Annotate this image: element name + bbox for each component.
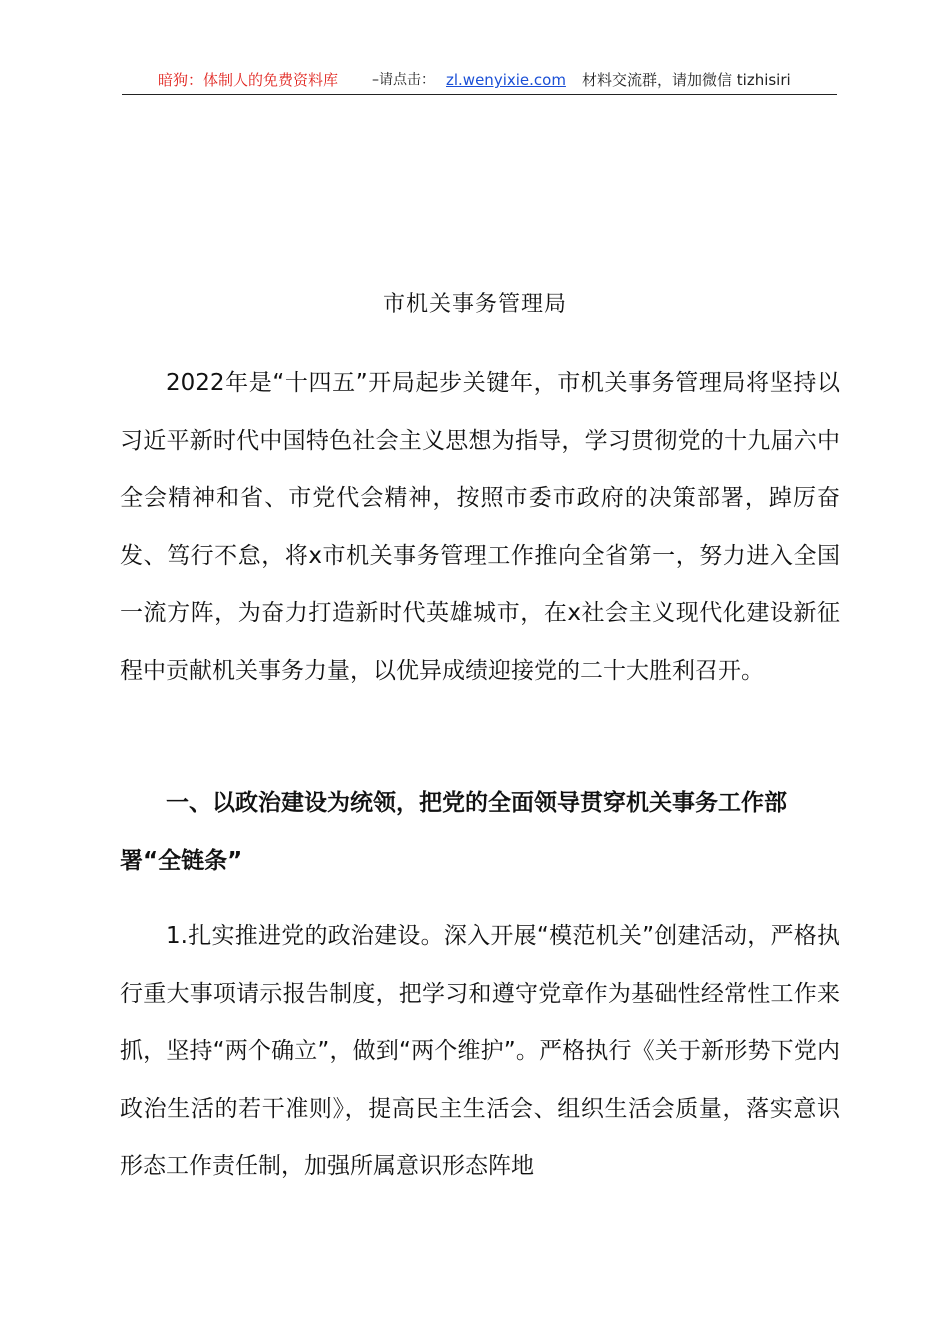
header-group-note: 材料交流群，请加微信 tizhisiri [582, 71, 791, 89]
page-header [122, 66, 837, 95]
document-title: 市机关事务管理局 [382, 292, 567, 317]
section-1-item-1: 1.扎实推进党的政治建设。深入开展“模范机关”创建活动，严格执行重大事项请示报告制度，把学习和遵守党章作为基础性经常性工作来抓，坚持“两个确立”，做到“两个维护”。严格执行《关于新形势下党内政治生活的若干准则》，提高民主生活会、组织生活会质量，落实意识形态工作责任制，加强所属意识形态阵地 [120, 923, 840, 1179]
section-heading-1: 一、以政治建设为统领，把党的全面领导贯穿机关事务工作部署“全链条” [120, 790, 787, 874]
header-brand: 暗狗：体制人的免费资料库 [158, 71, 339, 89]
header-link[interactable]: zl.wenyixie.com [446, 71, 566, 89]
header-prompt: –请点击： [372, 72, 435, 88]
intro-paragraph: 2022年是“十四五”开局起步关键年，市机关事务管理局将坚持以习近平新时代中国特色社会主义思想为指导，学习贯彻党的十九届六中全会精神和省、市党代会精神，按照市委市政府的决策部署，踔厉奋发、笃行不怠，将x市机关事务管理工作推向全省第一，努力进入全国一流方阵，为奋力打造新时代英雄城市，在x社会主义现代化建设新征程中贡献机关事务力量，以优异成绩迎接党的二十大胜利召开。 [120, 370, 840, 684]
